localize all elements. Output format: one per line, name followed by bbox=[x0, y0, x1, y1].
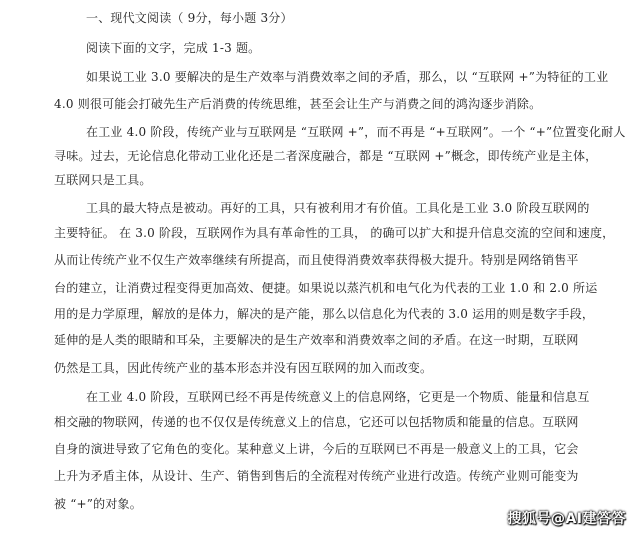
paragraph-3-line-7: 仍然是工具，因此传统产业的基本形态并没有因互联网的加入而改变。 bbox=[54, 361, 433, 375]
paragraph-3-line-5: 用的是力学原理，解放的是体力，解决的是产能，那么以信息化为代表的 3.0 运用的则是数字手段， bbox=[54, 307, 595, 321]
paragraph-3-line-2: 主要特征。 在 3.0 阶段，互联网作为具有革命性的工具， 的确可以扩大和提升信息交流的空间和速度， bbox=[54, 226, 615, 240]
paragraph-4-line-3: 自身的演进导致了它角色的变化。某种意义上讲，今后的互联网已不再是一般意义上的工具，它会 bbox=[54, 442, 579, 456]
paragraph-1-line-1: 如果说工业 3.0 要解决的是生产效率与消费效率之间的矛盾，那么，以 “互联网 +”为特征的工业 bbox=[86, 70, 609, 84]
paragraph-4-line-1: 在工业 4.0 阶段，互联网已经不再是传统意义上的信息网络，它更是一个物质、能量和信息互 bbox=[86, 390, 590, 404]
section-title: 一、现代文阅读（ 9分，每小题 3分） bbox=[86, 11, 293, 25]
instruction-text: 阅读下面的文字，完成 1-3 题。 bbox=[86, 41, 261, 55]
paragraph-3-line-6: 延伸的是人类的眼睛和耳朵，主要解决的是生产效率和消费效率之间的矛盾。在这一时期，互联网 bbox=[54, 333, 579, 347]
paragraph-2-line-1: 在工业 4.0 阶段，传统产业与互联网是 “互联网 +”，而不再是 “+互联网”。一个 “+”位置变化耐人 bbox=[86, 125, 626, 139]
paragraph-3-line-3: 从而让传统产业不仅生产效率继续有所提高，而且使得消费效率获得极大提升。特别是网络销售平 bbox=[54, 253, 579, 267]
paragraph-4-line-5: 被 “+”的对象。 bbox=[54, 497, 142, 511]
paragraph-4-line-4: 上升为矛盾主体，从设计、生产、销售到售后的全流程对传统产业进行改造。传统产业则可能变为 bbox=[54, 469, 579, 483]
paragraph-2-line-2: 寻味。过去，无论信息化带动工业化还是二者深度融合，都是 “互联网 +”概念，即传统产业是主体， bbox=[54, 149, 598, 163]
paragraph-3-line-1: 工具的最大特点是被动。再好的工具，只有被利用才有价值。工具化是工业 3.0 阶段互联网的 bbox=[86, 201, 590, 215]
paragraph-2-line-3: 互联网只是工具。 bbox=[54, 173, 152, 187]
watermark-text: 搜狐号@AI建答答 bbox=[507, 511, 626, 527]
paragraph-4-line-2: 相交融的物联网，传递的也不仅仅是传统意义上的信息，它还可以包括物质和能量的信息。互联网 bbox=[54, 415, 579, 429]
paragraph-3-line-4: 台的建立，让消费过程变得更加高效、便捷。如果说以蒸汽机和电气化为代表的工业 1.0 和 2.0 所运 bbox=[54, 281, 598, 295]
paragraph-1-line-2: 4.0 则很可能会打破先生产后消费的传统思维，甚至会让生产与消费之间的鸿沟逐步消除。 bbox=[54, 97, 542, 111]
